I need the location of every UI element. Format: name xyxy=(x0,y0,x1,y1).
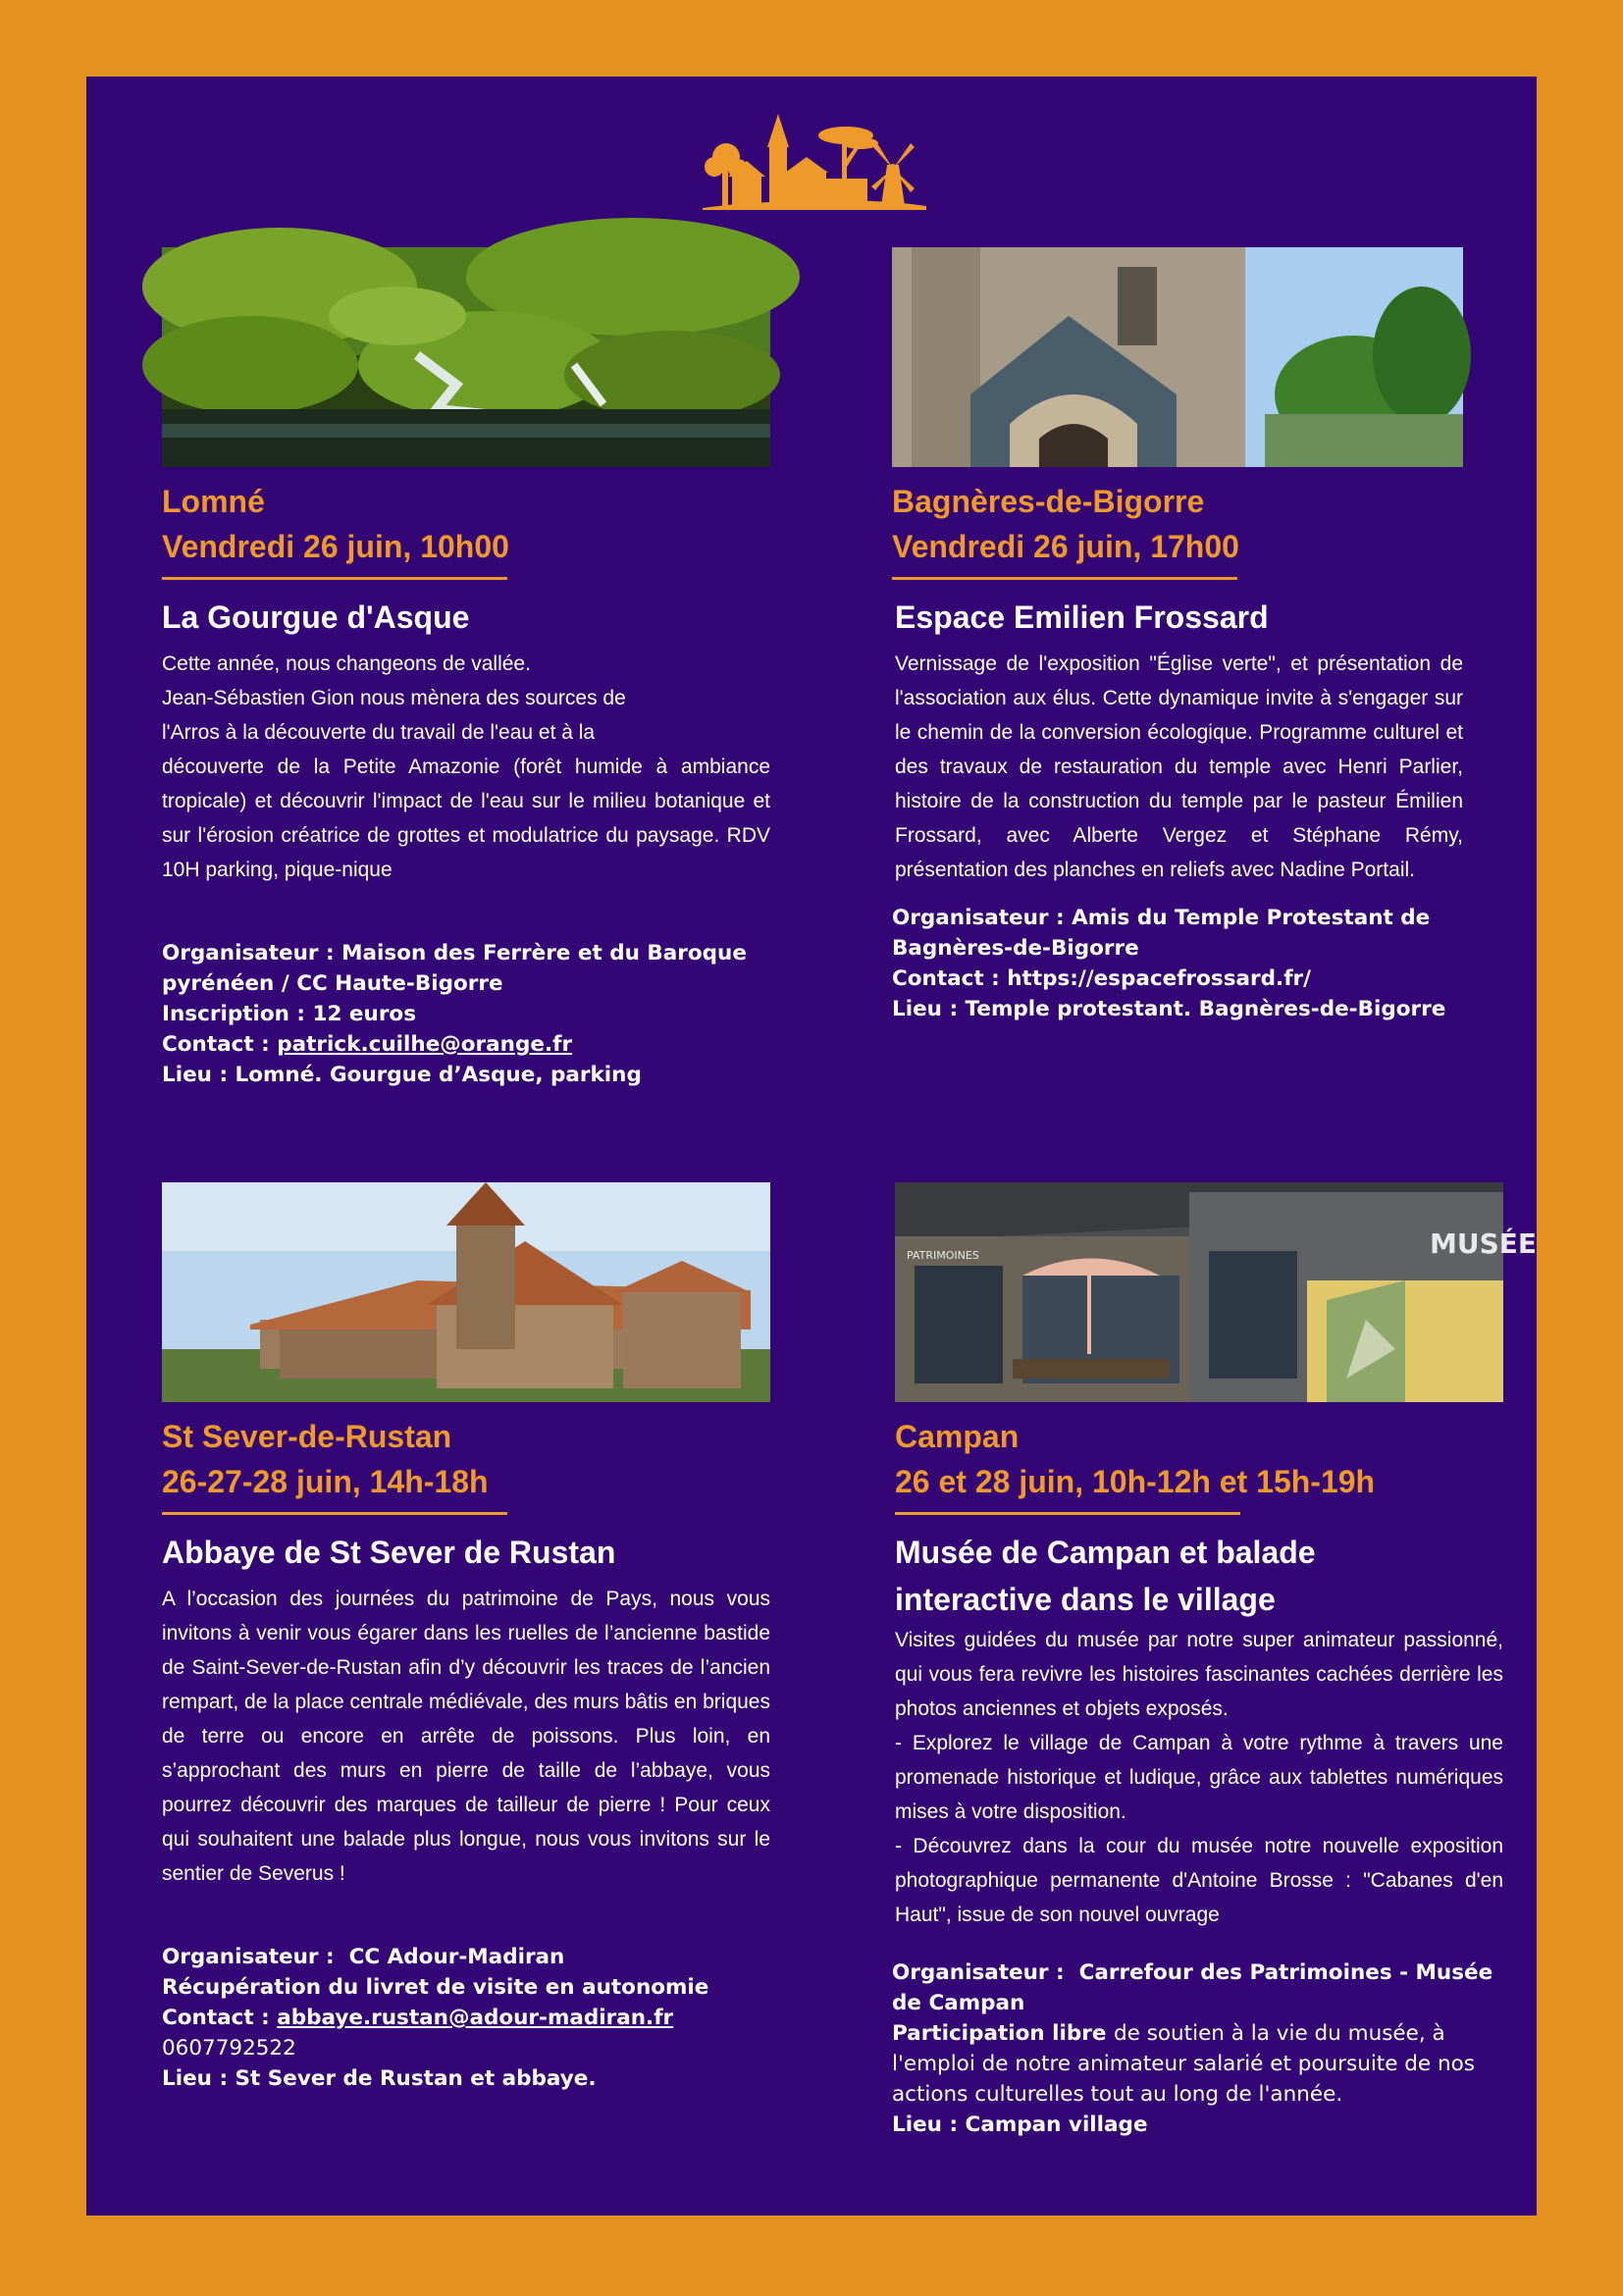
poster-panel xyxy=(86,77,1537,2216)
event-place: Bagnères-de-Bigorre xyxy=(892,484,1205,519)
divider xyxy=(162,1512,507,1515)
organizer-value: Amis du Temple Protestant de Bagnères-de-Bigorre xyxy=(892,906,1431,961)
organizer-label: Organisateur : xyxy=(892,1960,1065,1985)
patrimoines-sign: PATRIMOINES xyxy=(907,1249,979,1262)
event-place: St Sever-de-Rustan xyxy=(162,1419,452,1454)
event-title-line: Musée de Campan et balade xyxy=(895,1535,1316,1570)
event-title: La Gourgue d'Asque xyxy=(162,600,470,635)
event-title: Abbaye de St Sever de Rustan xyxy=(162,1535,616,1570)
event-card-bagneres xyxy=(892,247,1463,1024)
description-line: Jean-Sébastien Gion nous mènera des sources de xyxy=(162,687,626,709)
description-paragraph: Vernissage de l'exposition "Église verte", et présentation de l'association aux élus. Cette dynamique invite à s'engager sur le chemin de la conversion écologique. Programme culturel et des travaux de restauration du temple avec Henri Parlier, histoire de la construction du temple par le pasteur Émilien Frossard, avec Alberte Vergez et Stéphane Rémy, présentation des planches en reliefs avec Nadine Portail. xyxy=(895,652,1463,881)
event-info xyxy=(162,938,770,1090)
event-description xyxy=(162,647,770,887)
organizer-label: Organisateur : xyxy=(162,1945,335,1969)
description-paragraph: - Explorez le village de Campan à votre rythme à travers une promenade historique et ludique, grâce aux tablettes numériques mises à votre disposition. xyxy=(895,1732,1503,1823)
contact-label: Contact : xyxy=(162,1032,270,1057)
description-line: Cette année, nous changeons de vallée. xyxy=(162,652,531,675)
event-date: 26 et 28 juin, 10h-12h et 15h-19h xyxy=(895,1464,1376,1499)
venue-value: Lomné. Gourgue d’Asque, parking xyxy=(235,1063,642,1087)
museum-sign: MUSÉE xyxy=(1430,1227,1538,1260)
organizer-value: Maison des Ferrère et du Baroque pyrénéen / CC Haute-Bigorre xyxy=(162,941,747,996)
village-silhouette-logo xyxy=(699,114,930,210)
organizer-value: CC Adour-Madiran xyxy=(348,1945,565,1969)
event-info xyxy=(892,903,1463,1024)
event-card-lomne xyxy=(162,247,770,1090)
description-line: l'Arros à la découverte du travail de l'eau et à la xyxy=(162,721,596,744)
event-card-st-sever xyxy=(162,1182,770,2094)
venue-label: Lieu : xyxy=(892,997,959,1021)
event-title-line: interactive dans le village xyxy=(895,1582,1276,1617)
contact-email-link[interactable]: patrick.cuilhe@orange.fr xyxy=(277,1032,573,1057)
stone-temple-building-photo xyxy=(892,247,1463,467)
organizer-value: Carrefour des Patrimoines - Musée de Campan xyxy=(892,1960,1493,2015)
venue-value: St Sever de Rustan et abbaye. xyxy=(235,2066,597,2091)
event-info xyxy=(162,1942,770,2094)
organizer-label: Organisateur : xyxy=(162,941,335,965)
participation-label: Participation libre xyxy=(892,2021,1107,2046)
contact-email-link[interactable]: abbaye.rustan@adour-madiran.fr xyxy=(277,2006,674,2030)
divider xyxy=(162,577,507,580)
description-paragraph: - Découvrez dans la cour du musée notre nouvelle exposition photographique permanente d'Antoine Brosse : "Cabanes d'en Haut", issue de son nouvel ouvrage xyxy=(895,1835,1503,1926)
booklet-info: Récupération du livret de visite en autonomie xyxy=(162,1975,709,2000)
participation-value: de soutien à la vie du musée, à l'emploi de notre animateur salarié et poursuite de nos actions culturelles tout au long de l'année. xyxy=(892,2021,1475,2107)
event-description xyxy=(895,647,1463,887)
museum-courtyard-photo xyxy=(895,1182,1538,1402)
registration-label: Inscription : xyxy=(162,1002,306,1026)
divider xyxy=(895,1512,1240,1515)
event-info xyxy=(892,1957,1500,2140)
divider xyxy=(892,577,1237,580)
contact-phone: 0607792522 xyxy=(162,2036,296,2061)
event-description xyxy=(895,1623,1503,1932)
description-paragraph: Visites guidées du musée par notre super animateur passionné, qui vous fera revivre les histoires fascinantes cachées derrière les photos anciennes et objets exposés. xyxy=(895,1629,1503,1720)
event-description xyxy=(162,1582,770,1891)
event-date: Vendredi 26 juin, 10h00 xyxy=(162,529,509,564)
contact-url[interactable]: https://espacefrossard.fr/ xyxy=(1007,966,1312,991)
event-place: Campan xyxy=(895,1419,1020,1454)
contact-label: Contact : xyxy=(162,2006,270,2030)
venue-value: Campan village xyxy=(965,2113,1148,2137)
organizer-label: Organisateur : xyxy=(892,906,1065,930)
waterfall-mossy-rocks-photo xyxy=(162,247,770,467)
event-date: Vendredi 26 juin, 17h00 xyxy=(892,529,1239,564)
event-date: 26-27-28 juin, 14h-18h xyxy=(162,1464,489,1499)
venue-label: Lieu : xyxy=(162,2066,229,2091)
event-title: Espace Emilien Frossard xyxy=(895,600,1269,635)
contact-label: Contact : xyxy=(892,966,1000,991)
description-paragraph: A l’occasion des journées du patrimoine de Pays, nous vous invitons à venir vous égarer dans les ruelles de l’ancienne bastide de Saint-Sever-de-Rustan afin d’y découvrir les traces de l’ancien rempart, de la place centrale médiévale, des murs bâtis en briques de terre ou encore en arrête de poissons. Plus loin, en s’approchant des murs en pierre de taille de l’abbaye, vous pourrez découvrir des marques de tailleur de pierre ! Pour ceux qui souhaitent une balade plus longue, nous vous invitons sur le sentier de Severus ! xyxy=(162,1588,770,1885)
venue-label: Lieu : xyxy=(162,1063,229,1087)
abbey-church-photo xyxy=(162,1182,770,1402)
description-line: découverte de la Petite Amazonie (forêt humide à ambiance tropicale) et découvrir l'impact de l'eau sur le milieu botanique et sur l'érosion créatrice de grottes et modulatrice du paysage. RDV 10H parking, pique-nique xyxy=(162,756,770,881)
event-card-campan xyxy=(892,1182,1538,2140)
event-place: Lomné xyxy=(162,484,265,519)
venue-label: Lieu : xyxy=(892,2113,959,2137)
registration-value: 12 euros xyxy=(312,1002,416,1026)
venue-value: Temple protestant. Bagnères-de-Bigorre xyxy=(965,997,1446,1021)
